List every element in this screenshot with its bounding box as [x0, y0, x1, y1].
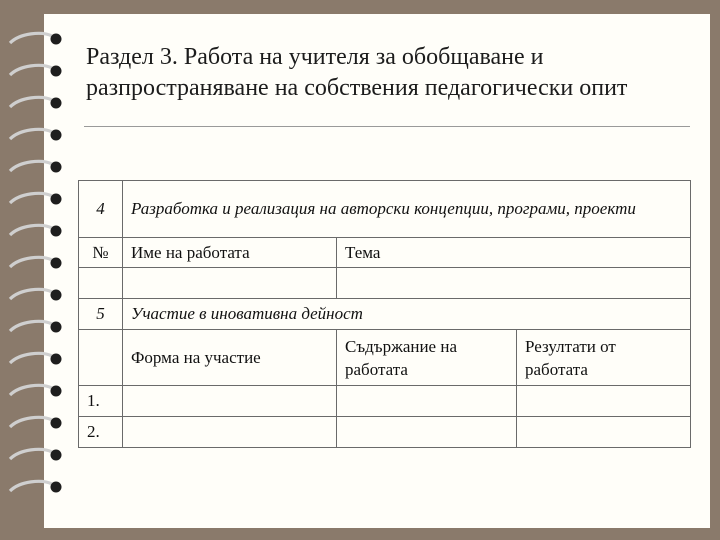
row-1-number: 1.	[79, 386, 123, 417]
binding-ring-icon	[6, 191, 64, 207]
binding-ring-icon	[6, 63, 64, 79]
column-results-header: Резултати от работата	[517, 330, 691, 386]
column-work-content-header: Съдържание на работата	[337, 330, 517, 386]
section-5-number: 5	[79, 299, 123, 330]
section-4-number: 4	[79, 181, 123, 238]
row-2-number: 2.	[79, 417, 123, 448]
experience-table	[78, 180, 691, 448]
section-4-empty-row	[79, 268, 691, 299]
table-cell	[337, 268, 691, 299]
binding-ring-icon	[6, 31, 64, 47]
section-4-heading: Разработка и реализация на авторски концепции, програми, проекти	[123, 181, 691, 238]
binding-ring-icon	[6, 351, 64, 367]
table-row	[79, 417, 691, 448]
section-4-header-row	[79, 238, 691, 268]
table-cell	[79, 268, 123, 299]
table-cell	[517, 417, 691, 448]
binding-ring-icon	[6, 127, 64, 143]
binding-ring-icon	[6, 479, 64, 495]
slide-title: Раздел 3. Работа на учителя за обобщаване и разпространяване на собствения педагогически опит	[86, 44, 628, 101]
column-work-name-header: Име на работата	[123, 238, 337, 268]
binding-ring-icon	[6, 159, 64, 175]
title-divider	[84, 126, 690, 127]
binding-ring-icon	[6, 383, 64, 399]
binding-ring-icon	[6, 223, 64, 239]
table-cell	[123, 386, 337, 417]
column-number-header: №	[79, 238, 123, 268]
binding-ring-icon	[6, 255, 64, 271]
table-cell	[123, 417, 337, 448]
column-topic-header: Тема	[337, 238, 691, 268]
section-4-row	[79, 181, 691, 238]
table-cell	[517, 386, 691, 417]
table-cell	[337, 386, 517, 417]
section-5-row	[79, 299, 691, 330]
table-cell	[337, 417, 517, 448]
binding-ring-icon	[6, 447, 64, 463]
binding-ring-icon	[6, 287, 64, 303]
binding-ring-icon	[6, 95, 64, 111]
table-cell	[123, 268, 337, 299]
binding-ring-icon	[6, 415, 64, 431]
table-cell	[79, 330, 123, 386]
column-participation-form-header: Форма на участие	[123, 330, 337, 386]
section-5-header-row	[79, 330, 691, 386]
section-5-heading: Участие в иновативна дейност	[123, 299, 691, 330]
binding-ring-icon	[6, 319, 64, 335]
table-row	[79, 386, 691, 417]
